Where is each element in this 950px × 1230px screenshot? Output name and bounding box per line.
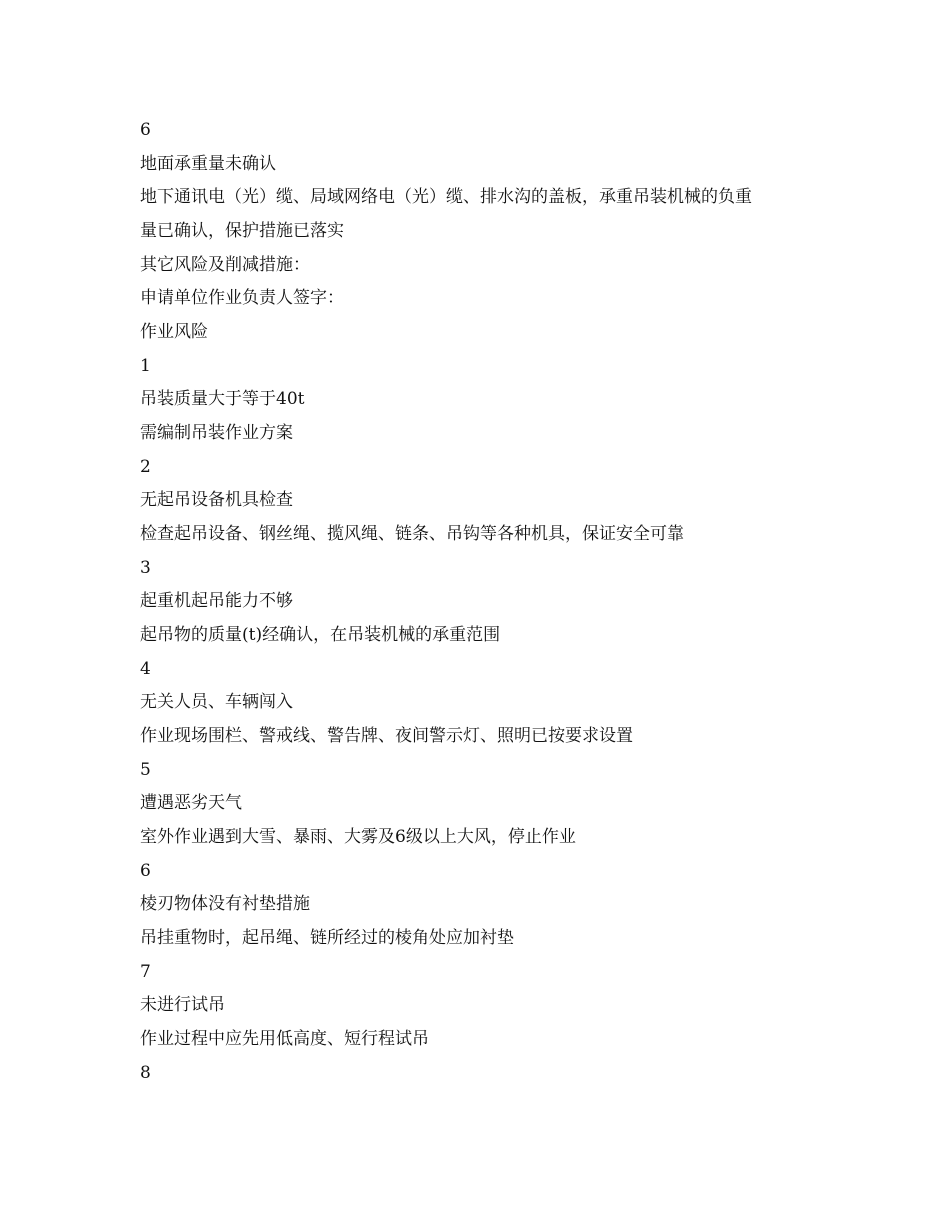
text-line: 其它风险及削减措施： [140, 255, 310, 275]
text-line: 5 [140, 760, 151, 780]
text-line: 作业现场围栏、警戒线、警告牌、夜间警示灯、照明已按要求设置 [140, 726, 633, 746]
text-line: 2 [140, 457, 151, 477]
text-line: 未进行试吊 [140, 995, 225, 1015]
text-line: 起吊物的质量(t)经确认，在吊装机械的承重范围 [140, 625, 501, 645]
text-line: 申请单位作业负责人签字： [140, 288, 344, 308]
text-line: 6 [140, 861, 151, 881]
text-line: 4 [140, 659, 151, 679]
text-line: 7 [140, 962, 151, 982]
text-line: 室外作业遇到大雪、暴雨、大雾及6级以上大风，停止作业 [140, 827, 576, 847]
text-line: 需编制吊装作业方案 [140, 423, 293, 443]
text-line: 检查起吊设备、钢丝绳、揽风绳、链条、吊钩等各种机具，保证安全可靠 [140, 524, 684, 544]
text-line: 无起吊设备机具检查 [140, 490, 293, 510]
text-line: 量已确认，保护措施已落实 [140, 221, 344, 241]
text-line: 地面承重量未确认 [140, 154, 276, 174]
text-line: 遭遇恶劣天气 [140, 793, 242, 813]
text-line: 作业过程中应先用低高度、短行程试吊 [140, 1029, 429, 1049]
text-line: 作业风险 [140, 322, 208, 342]
text-line: 3 [140, 558, 151, 578]
text-line: 1 [140, 356, 151, 376]
text-line: 8 [140, 1063, 151, 1083]
text-line: 棱刃物体没有衬垫措施 [140, 894, 310, 914]
text-line: 地下通讯电（光）缆、局域网络电（光）缆、排水沟的盖板，承重吊装机械的负重 [140, 187, 752, 207]
text-line: 吊挂重物时，起吊绳、链所经过的棱角处应加衬垫 [140, 928, 514, 948]
text-line: 吊装质量大于等于40t [140, 389, 305, 409]
text-line: 起重机起吊能力不够 [140, 591, 293, 611]
text-line: 6 [140, 120, 151, 140]
text-line: 无关人员、车辆闯入 [140, 692, 293, 712]
